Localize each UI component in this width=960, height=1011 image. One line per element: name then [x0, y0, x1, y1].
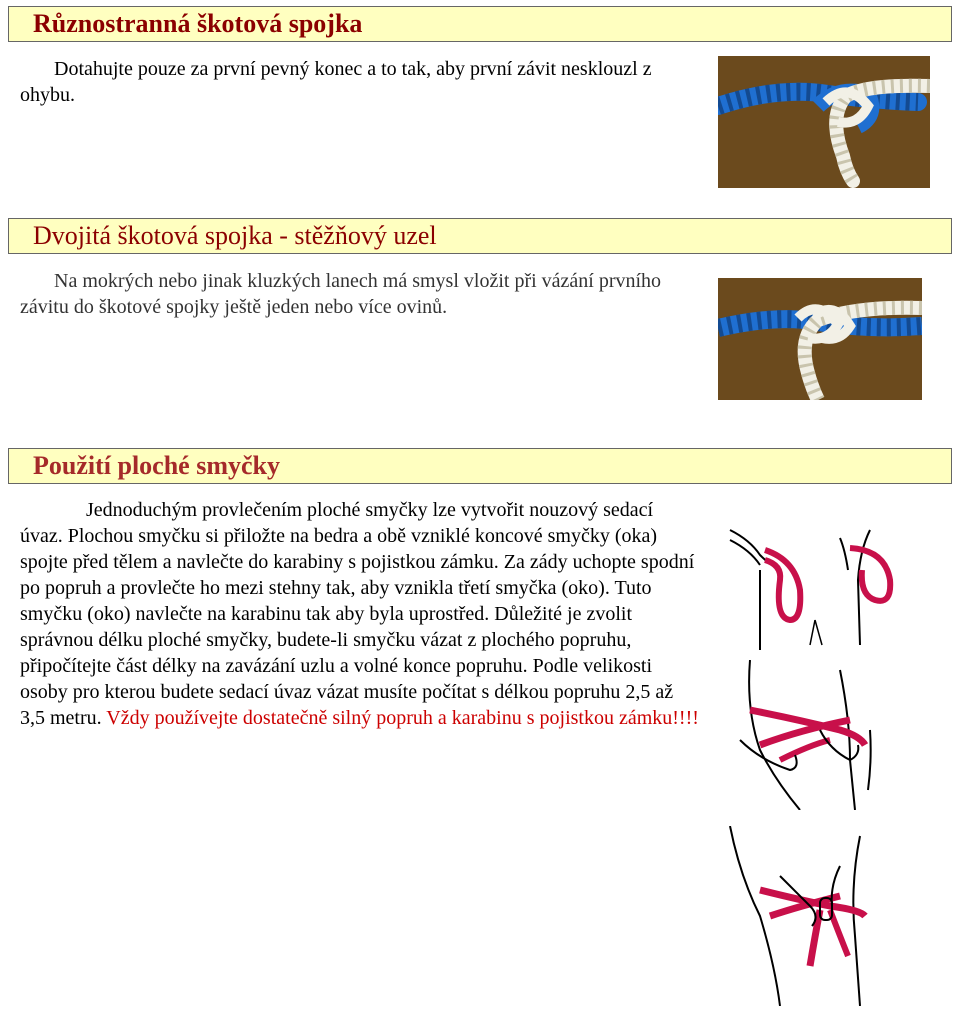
harness-illustration-step-2 [720, 660, 900, 810]
section-text-ruznostranna [20, 56, 680, 108]
section-header-ruznostranna [8, 6, 952, 42]
knot-photo-sheet-bend [718, 56, 930, 188]
section-text-ploche-smycky [20, 497, 700, 731]
harness-illustration-step-1 [720, 510, 900, 650]
knot-photo-double-sheet-bend [718, 278, 922, 400]
section-header-ploche-smycky [8, 448, 952, 484]
harness-illustration-step-3 [720, 826, 900, 1006]
paragraph-text: Dotahujte pouze za první pevný konec a to tak, aby první závit nesklouzl z ohybu. [20, 58, 652, 106]
paragraph-text: Jednoduchým provlečením ploché smyčky lze vytvořit nouzový sedací úvaz. Plochou smyčku si přiložte na bedra a obě vzniklé koncové smyčky (oka) spojte před tělem a navlečte do karabiny s pojistkou zámku. Za zády uchopte spodní po popruh a provlečte ho mezi stehny tak, aby vznikla třetí smyčka (oko). Tuto smyčku (oko) navlečte na karabinu tak aby byla uprostřed. Důležité je zvolit správnou délku ploché smyčky, budete-li smyčku vázat z plochého popruhu, připočítejte část délky na zavázání uzlu a volné konce popruhu. Podle velikosti osoby pro kterou budete sedací úvaz vázat musíte počítat s délkou popruhu 2,5 až 3,5 metru. [20, 499, 695, 729]
section-title: Různostranná škotová spojka [33, 9, 363, 38]
paragraph-text: Na mokrých nebo jinak kluzkých lanech má smysl vložit při vázání prvního závitu do škotové spojky ještě jeden nebo více ovinů. [20, 270, 662, 318]
safety-warning: Vždy používejte dostatečně silný popruh a karabinu s pojistkou zámku!!!! [106, 707, 699, 729]
section-header-dvojita [8, 218, 952, 254]
section-title: Dvojitá škotová spojka - stěžňový uzel [33, 221, 437, 250]
section-title: Použití ploché smyčky [33, 451, 280, 480]
section-text-dvojita [20, 268, 700, 320]
